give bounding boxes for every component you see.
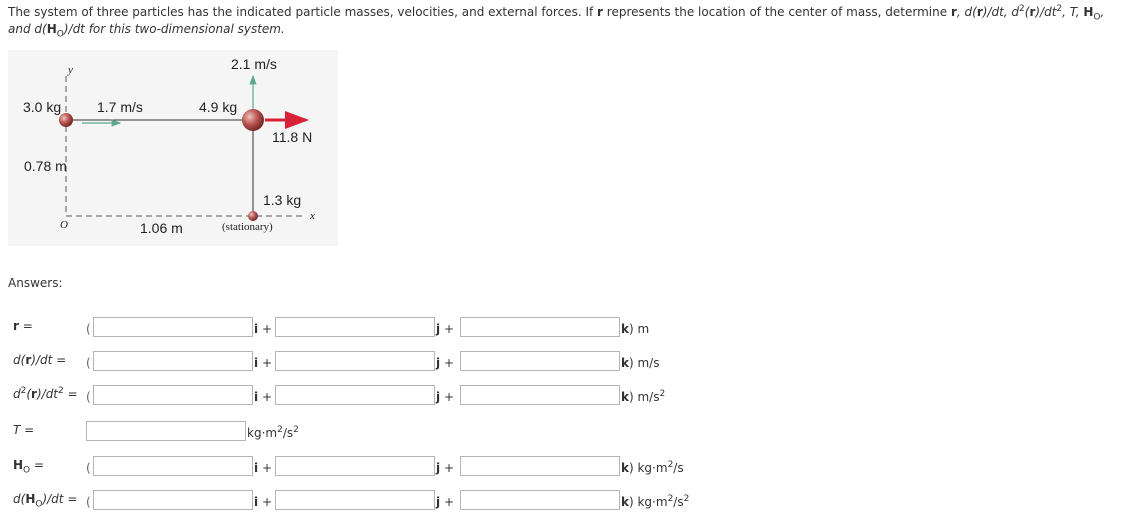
row-label-ho: $H_O$ = [13, 458, 45, 476]
answer-row-r [0, 317, 1131, 341]
dho-j-input[interactable] [275, 490, 435, 510]
velocity-top-label: 2.1 m/s [231, 56, 277, 72]
y-axis-label: y [68, 64, 73, 76]
j-unit: j + [436, 322, 455, 336]
x-axis-label: x [310, 210, 315, 222]
mass-bottom-label: 1.3 kg [263, 192, 302, 208]
dr-k-input[interactable] [460, 351, 620, 371]
dr-i-input[interactable] [93, 351, 253, 371]
k-unit: k) $kg\cdot m^2/s^2$ [621, 494, 690, 509]
open-paren: ( [86, 495, 91, 509]
d2r-k-input[interactable] [460, 385, 620, 405]
answer-row-t [0, 421, 1131, 445]
row-label-dr: d(r)/dt = [13, 353, 67, 367]
j-unit: j + [436, 461, 455, 475]
j-unit: j + [436, 356, 455, 370]
height-label: 0.78 m [24, 158, 67, 174]
stationary-label: (stationary) [222, 221, 273, 233]
i-unit: i + [254, 356, 273, 370]
ho-k-input[interactable] [460, 456, 620, 476]
dho-i-input[interactable] [93, 490, 253, 510]
d2r-i-input[interactable] [93, 385, 253, 405]
answers-label: Answers: [8, 276, 63, 290]
t-input[interactable] [86, 421, 246, 441]
r-i-input[interactable] [93, 317, 253, 337]
i-unit: i + [254, 495, 273, 509]
answer-row-ho [0, 456, 1131, 480]
particle-system-figure [8, 50, 338, 246]
ho-i-input[interactable] [93, 456, 253, 476]
k-unit: k) $m/s^2$ [621, 389, 666, 404]
mass-left-label: 3.0 kg [23, 99, 62, 115]
j-unit: j + [436, 495, 455, 509]
particle-1-3kg [248, 211, 258, 221]
mass-top-label: 4.9 kg [199, 99, 238, 115]
width-label: 1.06 m [140, 220, 183, 236]
i-unit: i + [254, 322, 273, 336]
r-k-input[interactable] [460, 317, 620, 337]
i-unit: i + [254, 390, 273, 404]
k-unit: k) m [621, 322, 650, 336]
j-unit: j + [436, 390, 455, 404]
particle-3kg [59, 113, 73, 127]
row-label-t: T = [13, 423, 35, 437]
i-unit: i + [254, 461, 273, 475]
answer-row-dr [0, 351, 1131, 375]
row-label-r: r = [13, 319, 33, 333]
origin-label: O [60, 219, 68, 231]
k-unit: k) $kg\cdot m^2/s$ [621, 460, 684, 475]
open-paren: ( [86, 390, 91, 404]
r-j-input[interactable] [275, 317, 435, 337]
dho-k-input[interactable] [460, 490, 620, 510]
answer-row-d2r [0, 385, 1131, 409]
ho-j-input[interactable] [275, 456, 435, 476]
row-label-d2r: $d^2(r)/dt^2$ = [13, 386, 78, 401]
particle-4-9kg [242, 109, 264, 131]
open-paren: ( [86, 322, 91, 336]
open-paren: ( [86, 461, 91, 475]
figure-diagram [8, 50, 338, 246]
velocity-left-label: 1.7 m/s [97, 99, 143, 115]
problem-statement: The system of three particles has the indicated particle masses, velocities, and external forces. If r represents the location of the center of mass, determine r, d(r)/dt, $d^2(r)/dt^2$, T, $H_O$, and $d(H_O)/dt$ for this two-dimensional system. [8, 4, 1105, 40]
k-unit: k) m/s [621, 356, 660, 370]
open-paren: ( [86, 356, 91, 370]
dr-j-input[interactable] [275, 351, 435, 371]
answer-row-dho [0, 490, 1131, 514]
t-unit: $kg\cdot m^2/s^2$ [247, 425, 299, 440]
force-label: 11.8 N [272, 129, 313, 145]
d2r-j-input[interactable] [275, 385, 435, 405]
row-label-dho: $d(H_O)/dt$ = [13, 492, 78, 510]
